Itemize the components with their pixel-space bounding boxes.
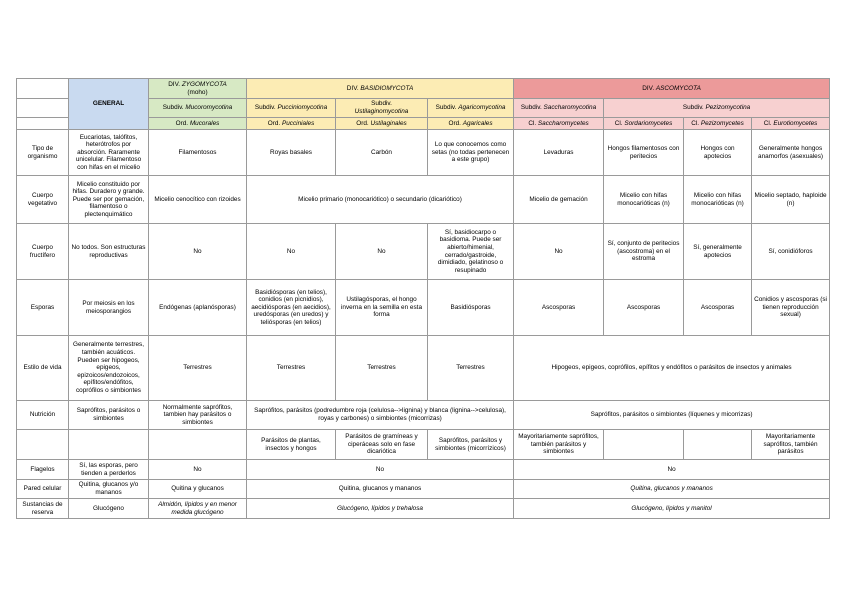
table-row-cuerpo-vegetativo [17, 176, 830, 224]
table-row-cuerpo-fructifero [17, 224, 830, 280]
cell-general-empty [69, 430, 149, 460]
cell-sacchar: No [514, 224, 604, 280]
cell-general: Por meiosis en los meiosporangios [69, 280, 149, 336]
cell-general: No todos. Son estructuras reproductivas [69, 224, 149, 280]
row-label-empty [17, 430, 69, 460]
cell-sordario-empty [604, 430, 684, 460]
cell-sordario: Hongos filamentosos con peritecios [604, 130, 684, 176]
cell-agarico: Lo que conocemos como setas (no todas pertenecen a este grupo) [428, 130, 514, 176]
general-header: GENERAL [69, 79, 149, 130]
cell-puccinio: Terrestres [247, 336, 336, 401]
mucoromycotina-header: Subdiv. Mucoromycotina [149, 99, 247, 118]
cell-general: Eucariotas, talófitos, heterótrofos por absorción. Raramente unicelular. Filamentoso con hifas en el micelio [69, 130, 149, 176]
cell-zygo: Almidón, lípidos y en menor medida glucógeno [149, 499, 247, 519]
ustilaginomycotina-header: Subdiv. Ustilaginomycotina [336, 99, 428, 118]
cell-sordario: Sí, conjunto de peritecios (ascostroma) en el estroma [604, 224, 684, 280]
corner-cell-2 [17, 99, 69, 118]
cell-basidio: Saprófitos, parásitos (podredumbre roja (celulosa-->lignina) y blanca (lignina-->celulosa), royas y carbones) o simbiontes (micorrizas) [247, 401, 514, 430]
cell-ustilag: Ustilagósporas, el hongo inverna en la semilla en esta forma [336, 280, 428, 336]
row-label: Esporas [17, 280, 69, 336]
cell-asco: Glucógeno, lípidos y manitol [514, 499, 830, 519]
table-row-tipo [17, 130, 830, 176]
header-row-division [17, 79, 830, 99]
ustilaginales-header: Ord. Ustilaginales [336, 118, 428, 130]
mucorales-header: Ord. Mucorales [149, 118, 247, 130]
table-row-pared-celular [17, 480, 830, 499]
cell-agarico: Basidiósporas [428, 280, 514, 336]
cell-pezizo: Hongos con apotecios [684, 130, 752, 176]
cell-euroti: Sí, conidióforos [752, 224, 830, 280]
table-row-nutricion [17, 401, 830, 430]
cell-general: Glucógeno [69, 499, 149, 519]
cell-agarico: Saprófitos, parásitos y simbiontes (micorrízicos) [428, 430, 514, 460]
cell-basidio: Micelio primario (monocariótico) o secundario (dicariótico) [247, 176, 514, 224]
cell-general: Micelio constituido por hifas. Duradero y grande. Puede ser por gemación, filamentoso o plectenquimático [69, 176, 149, 224]
row-label: Flagelos [17, 460, 69, 480]
eurotiomycetes-header: Cl. Eurotiomycetes [752, 118, 830, 130]
cell-zygo: No [149, 460, 247, 480]
table-row-estilo-vida [17, 336, 830, 401]
cell-pezizo: Sí, generalmente apotecios [684, 224, 752, 280]
row-label: Tipo de organismo [17, 130, 69, 176]
cell-zygo: Micelio cenocítico con rizoides [149, 176, 247, 224]
row-label: Estilo de vida [17, 336, 69, 401]
cell-basidio: Glucógeno, lípidos y trehalosa [247, 499, 514, 519]
cell-zygo-empty [149, 430, 247, 460]
fungi-comparison-table [16, 78, 830, 519]
cell-euroti: Mayoritariamente saprófitos, también parásitos [752, 430, 830, 460]
cell-general: Generalmente terrestres, también acuáticos. Pueden ser hipogeos, epigeos, epizoicos/endozoicos, epífitos/endófitos, coprófilos o simbiontes [69, 336, 149, 401]
row-label: Sustancias de reserva [17, 499, 69, 519]
table-row-flagelos [17, 460, 830, 480]
cell-ustilag: Terrestres [336, 336, 428, 401]
cell-puccinio: Parásitos de plantas, insectos y hongos [247, 430, 336, 460]
corner-cell-3 [17, 118, 69, 130]
cell-zygo: Terrestres [149, 336, 247, 401]
cell-asco: Hipogeos, epigeos, coprófilos, epífitos y endófitos o parásitos de insectos y animales [514, 336, 830, 401]
pezizomycetes-header: Cl. Pezizomycetes [684, 118, 752, 130]
cell-puccinio: No [247, 224, 336, 280]
pucciniomycotina-header: Subdiv. Pucciniomycotina [247, 99, 336, 118]
cell-basidio: No [247, 460, 514, 480]
saccharomycotina-header: Subdiv. Saccharomycotina [514, 99, 604, 118]
cell-ustilag: Carbón [336, 130, 428, 176]
cell-euroti: Conidios y ascosporas (si tienen reproducción sexual) [752, 280, 830, 336]
basidiomycota-header: DIV. BASIDIOMYCOTA [247, 79, 514, 99]
table-row-esporas [17, 280, 830, 336]
table-row-nutricion-detalle [17, 430, 830, 460]
cell-zygo: Normalmente saprófitos, tambien hay parásitos o simbiontes [149, 401, 247, 430]
cell-asco: Saprófitos, parásitos o simbiontes (líquenes y micorrizas) [514, 401, 830, 430]
cell-pezizo-empty [684, 430, 752, 460]
cell-puccinio: Basidiósporas (en telios), conidios (en picnidios), aecidiósporas (en aecidios), uredósporas (en uredos) y teliósporas (en telios) [247, 280, 336, 336]
cell-general: Quitina, glucanos y/o mananos [69, 480, 149, 499]
cell-ustilag: Parásitos de gramíneas y ciperáceas solo en fase dicariótica [336, 430, 428, 460]
cell-sacchar: Ascosporas [514, 280, 604, 336]
cell-sacchar: Mayoritariamente saprófitos, también parásitos y simbiontes [514, 430, 604, 460]
cell-sordario: Ascosporas [604, 280, 684, 336]
pezizomycotina-header: Subdiv. Pezizomycotina [604, 99, 830, 118]
cell-euroti: Generalmente hongos anamorfos (asexuales) [752, 130, 830, 176]
cell-basidio: Quitina, glucanos y mananos [247, 480, 514, 499]
corner-cell [17, 79, 69, 99]
cell-sacchar: Micelio de gemación [514, 176, 604, 224]
cell-general: Sí, las esporas, pero tienden a perderlos [69, 460, 149, 480]
cell-euroti: Micelio septado, haploide (n) [752, 176, 830, 224]
cell-agarico: Sí, basidiocarpo o basidioma. Puede ser abierto/himenial, cerrado/gastroide, dimidiado, gelatinoso o resupinado [428, 224, 514, 280]
saccharomycetes-header: Cl. Saccharomycetes [514, 118, 604, 130]
agaricales-header: Ord. Agaricales [428, 118, 514, 130]
cell-sordario: Micelio con hifas monocarióticas (n) [604, 176, 684, 224]
agaricomycotina-header: Subdiv. Agaricomycotina [428, 99, 514, 118]
zygomycota-header: DIV. ZYGOMYCOTA (moho) [149, 79, 247, 99]
row-label: Nutrición [17, 401, 69, 430]
row-label: Pared celular [17, 480, 69, 499]
cell-general: Saprófitos, parásitos o simbiontes [69, 401, 149, 430]
cell-ustilag: No [336, 224, 428, 280]
row-label: Cuerpo vegetativo [17, 176, 69, 224]
ascomycota-header: DIV. ASCOMYCOTA [514, 79, 830, 99]
sordariomycetes-header: Cl. Sordariomycetes [604, 118, 684, 130]
cell-asco: Quitina, glucanos y mananos [514, 480, 830, 499]
cell-zygo: Endógenas (aplanósporas) [149, 280, 247, 336]
cell-agarico: Terrestres [428, 336, 514, 401]
cell-pezizo: Ascosporas [684, 280, 752, 336]
cell-zygo: Quitina y glucanos [149, 480, 247, 499]
row-label: Cuerpo fructífero [17, 224, 69, 280]
cell-asco: No [514, 460, 830, 480]
cell-sacchar: Levaduras [514, 130, 604, 176]
cell-zygo: No [149, 224, 247, 280]
cell-puccinio: Royas basales [247, 130, 336, 176]
cell-zygo: Filamentosos [149, 130, 247, 176]
cell-pezizo: Micelio con hifas monocarióticas (n) [684, 176, 752, 224]
table-row-reserva [17, 499, 830, 519]
pucciniales-header: Ord. Pucciniales [247, 118, 336, 130]
